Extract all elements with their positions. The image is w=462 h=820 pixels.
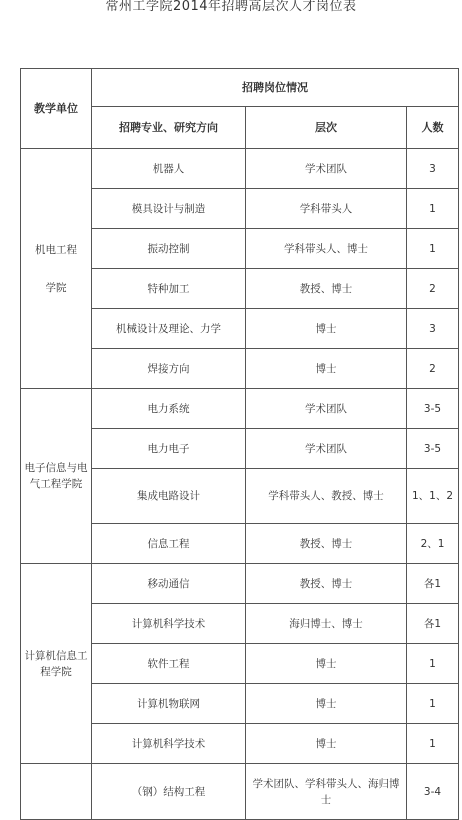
count-cell: 各1	[407, 604, 459, 644]
level-cell: 教授、博士	[246, 524, 407, 564]
header-major: 招聘专业、研究方向	[92, 107, 246, 149]
major-cell: 计算机科学技术	[92, 604, 246, 644]
count-cell: 3-5	[407, 429, 459, 469]
level-cell: 海归博士、博士	[246, 604, 407, 644]
count-cell: 各1	[407, 564, 459, 604]
count-cell: 1	[407, 684, 459, 724]
unit-label: 电子信息与电气工程学院	[24, 462, 88, 490]
major-cell: 机械设计及理论、力学	[92, 309, 246, 349]
unit-label-line1: 机电工程	[35, 243, 77, 256]
header-unit: 教学单位	[21, 69, 92, 149]
major-cell: 软件工程	[92, 644, 246, 684]
level-cell: 博士	[246, 724, 407, 764]
level-cell: 学科带头人	[246, 189, 407, 229]
major-cell: 焊接方向	[92, 349, 246, 389]
unit-label-line2: 学院	[45, 281, 67, 294]
count-cell: 1、1、2	[407, 469, 459, 524]
major-cell: 机器人	[92, 149, 246, 189]
count-cell: 2	[407, 349, 459, 389]
count-cell: 3-5	[407, 389, 459, 429]
major-cell: 振动控制	[92, 229, 246, 269]
unit-label: 计算机信息工程学院	[24, 649, 88, 678]
unit-cell	[21, 564, 92, 764]
unit-cell	[21, 149, 92, 389]
level-cell: 博士	[246, 309, 407, 349]
level-cell: 教授、博士	[246, 564, 407, 604]
major-cell: 特种加工	[92, 269, 246, 309]
unit-cell	[21, 389, 92, 564]
count-cell: 1	[407, 724, 459, 764]
header-count: 人数	[407, 107, 459, 149]
header-level: 层次	[246, 107, 407, 149]
major-cell: 计算机科学技术	[92, 724, 246, 764]
major-cell: 电力系统	[92, 389, 246, 429]
major-cell: 模具设计与制造	[92, 189, 246, 229]
level-cell: 学术团队	[246, 149, 407, 189]
count-cell: 1	[407, 189, 459, 229]
major-cell: 计算机物联网	[92, 684, 246, 724]
level-cell: 博士	[246, 644, 407, 684]
major-cell: 集成电路设计	[92, 469, 246, 524]
major-cell: 信息工程	[92, 524, 246, 564]
count-cell: 1	[407, 644, 459, 684]
level-cell: 学术团队	[246, 389, 407, 429]
count-cell: 1	[407, 229, 459, 269]
level-cell: 博士	[246, 349, 407, 389]
major-cell: （钢）结构工程	[92, 764, 246, 820]
page-title: 常州工学院2014年招聘高层次人才岗位表	[105, 0, 357, 14]
major-cell: 电力电子	[92, 429, 246, 469]
recruit-table	[20, 68, 459, 820]
count-cell: 2、1	[407, 524, 459, 564]
unit-cell	[21, 764, 92, 820]
level-cell: 学术团队	[246, 429, 407, 469]
count-cell: 3	[407, 309, 459, 349]
major-cell: 移动通信	[92, 564, 246, 604]
level-cell: 学科带头人、博士	[246, 229, 407, 269]
count-cell: 3	[407, 149, 459, 189]
level-cell: 教授、博士	[246, 269, 407, 309]
level-cell: 学术团队、学科带头人、海归博士	[246, 764, 407, 820]
count-cell: 3-4	[407, 764, 459, 820]
level-cell: 博士	[246, 684, 407, 724]
level-cell: 学科带头人、教授、博士	[246, 469, 407, 524]
count-cell: 2	[407, 269, 459, 309]
header-positions: 招聘岗位情况	[92, 69, 459, 107]
